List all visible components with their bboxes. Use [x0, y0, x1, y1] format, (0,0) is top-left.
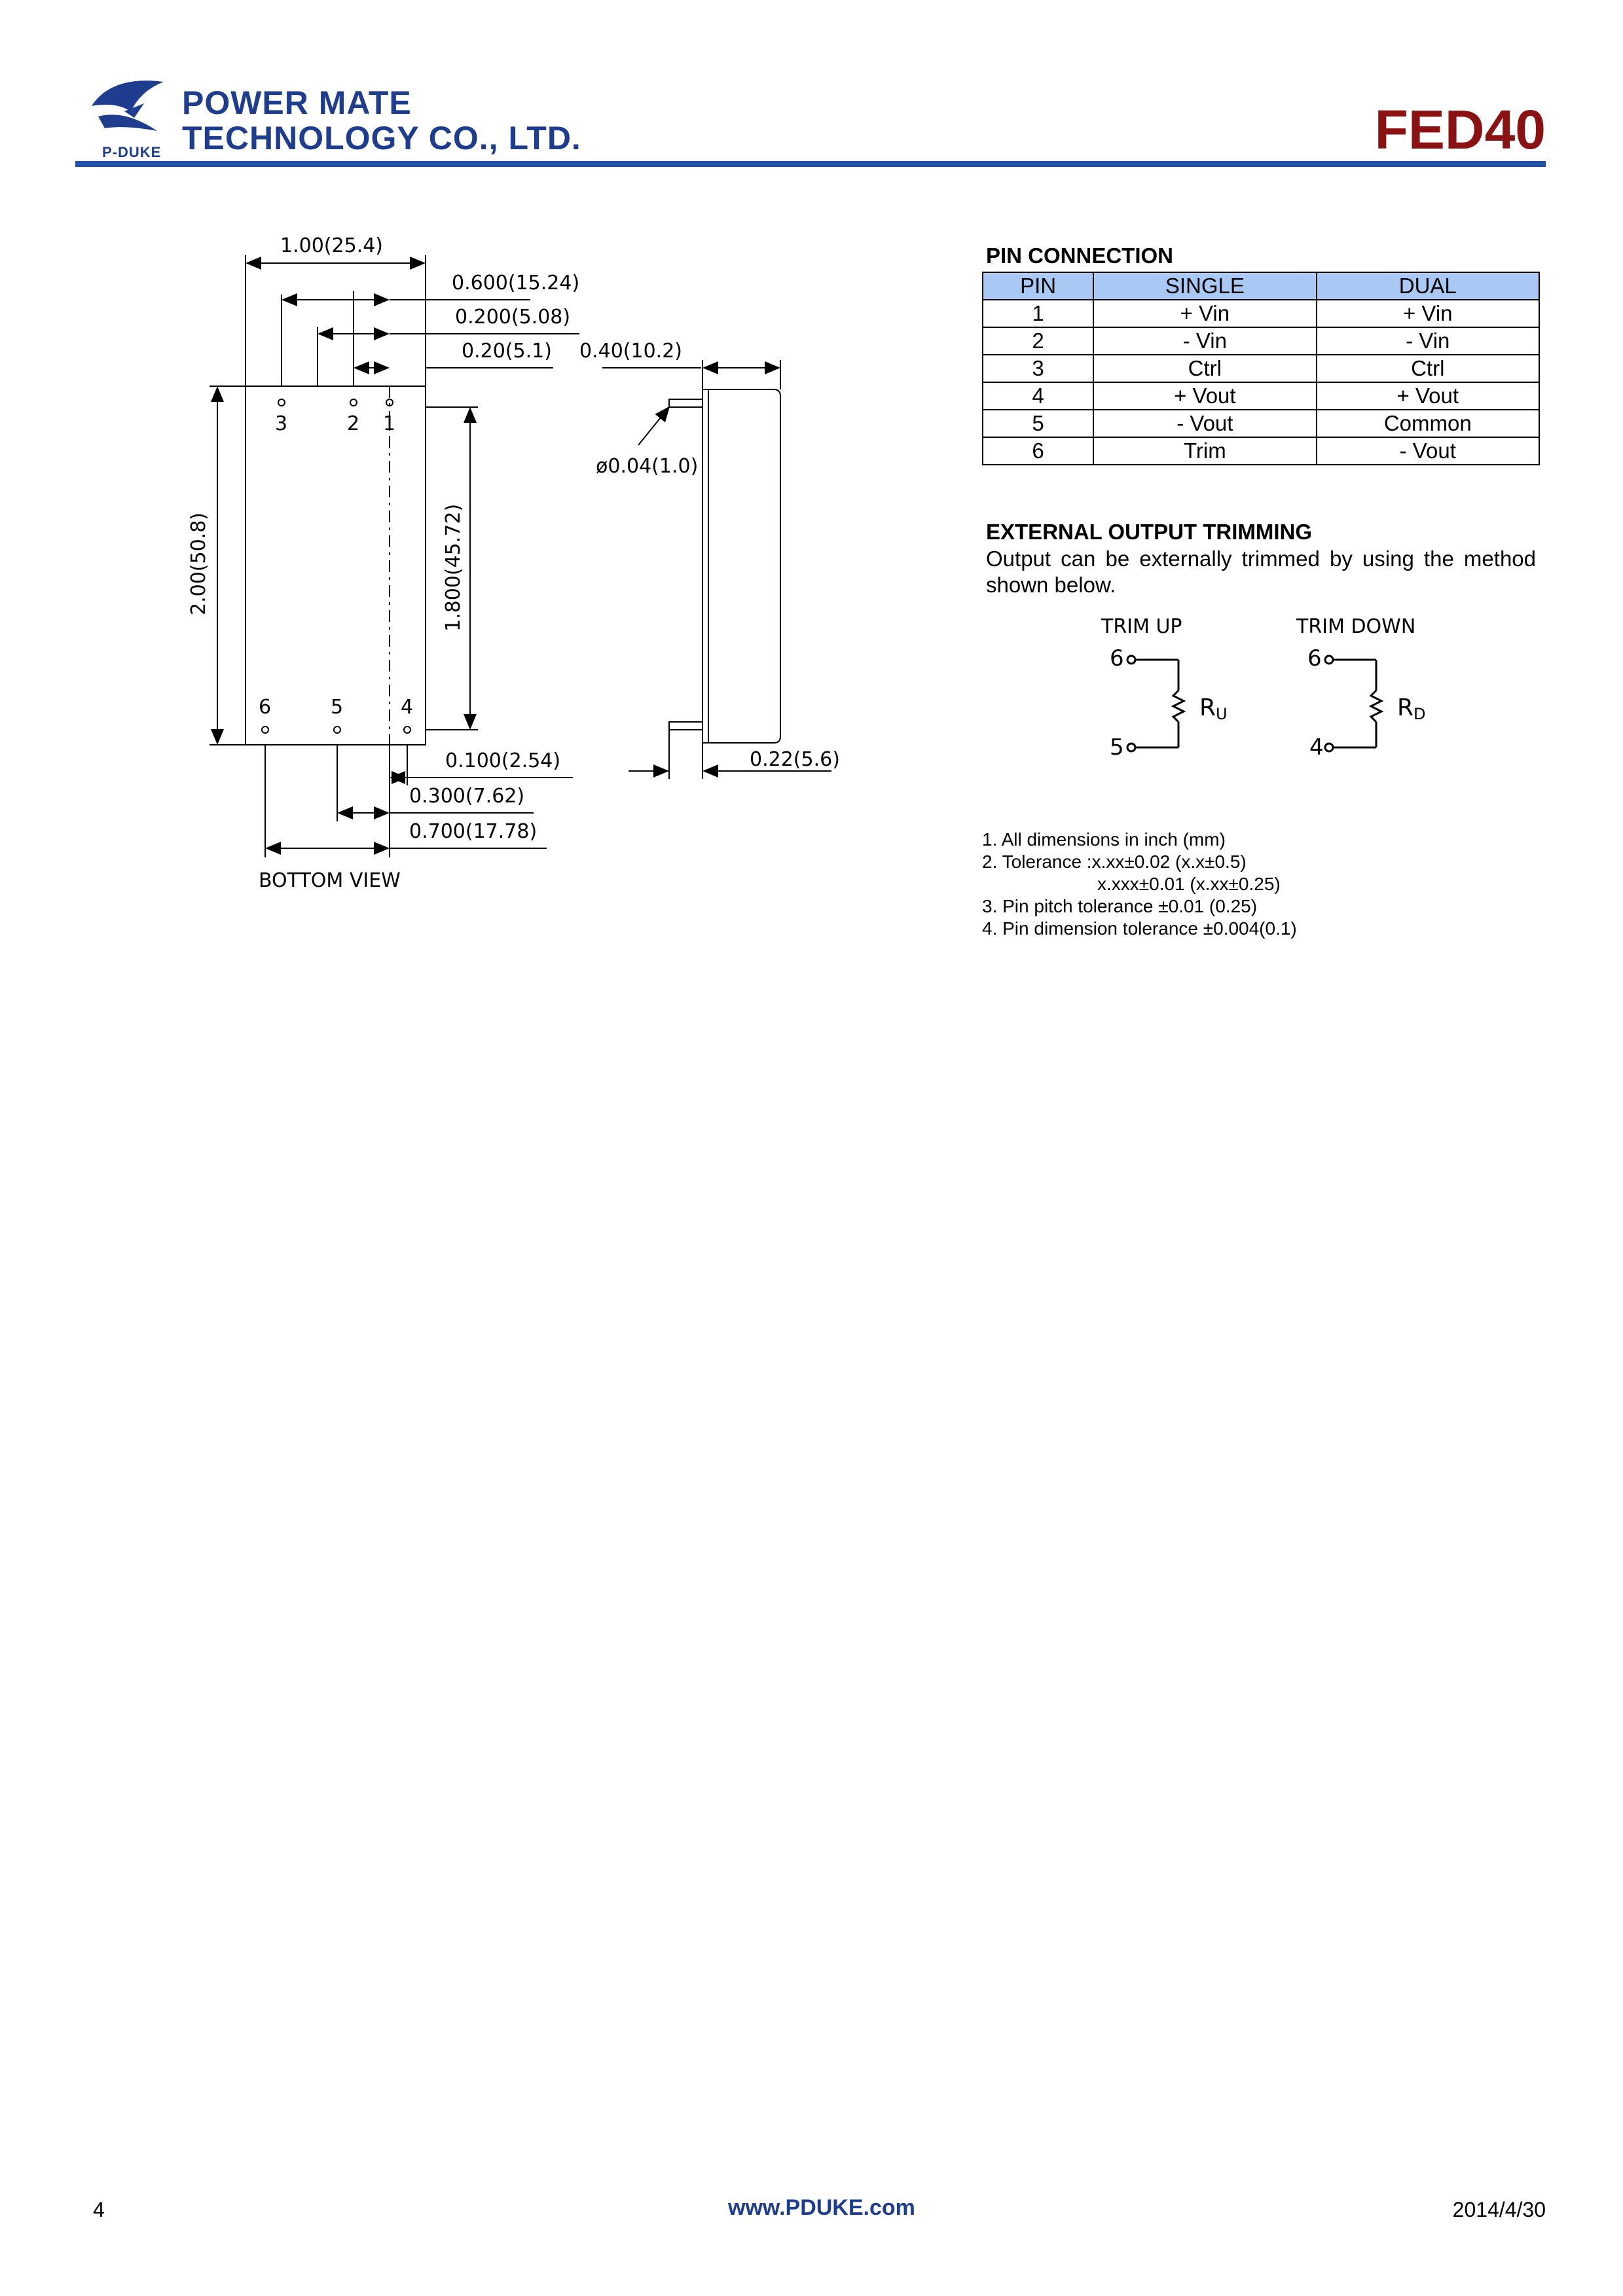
trim-down-top-pin: 6	[1307, 645, 1322, 672]
header-dual: DUAL	[1317, 272, 1539, 300]
cell: + Vout	[1093, 382, 1316, 410]
dim-pin-length: 0.22(5.6)	[750, 748, 840, 771]
model-number: FED40	[1374, 99, 1546, 160]
cell: - Vout	[1093, 410, 1316, 437]
header-single: SINGLE	[1093, 272, 1316, 300]
cell: + Vout	[1317, 382, 1539, 410]
company-name-line1: POWER MATE	[182, 84, 412, 121]
cell: Ctrl	[1093, 355, 1316, 382]
trim-up-top-pin: 6	[1110, 645, 1124, 672]
cell: 6	[983, 437, 1093, 465]
note-2-continued: x.xxx±0.01 (x.xx±0.25)	[1097, 874, 1281, 894]
dim-width: 1.00(25.4)	[280, 234, 384, 257]
pin-label-3: 3	[275, 412, 288, 435]
resistor-down-zigzag	[1371, 691, 1381, 722]
side-view-outline	[708, 389, 780, 743]
pin-label-6: 6	[259, 696, 272, 719]
trim-up-bottom-pin: 5	[1110, 734, 1124, 761]
trimming-title: EXTERNAL OUTPUT TRIMMING	[986, 520, 1313, 544]
dim-0100: 0.100(2.54)	[445, 749, 561, 772]
pin-connection-table	[982, 272, 1540, 465]
dim-depth: 0.40(10.2)	[579, 340, 683, 363]
cell: 5	[983, 410, 1093, 437]
note-2: 2. Tolerance :x.xx±0.02 (x.x±0.5)	[982, 852, 1247, 872]
module-outline	[246, 386, 426, 745]
cell: + Vin	[1317, 300, 1539, 327]
dim-pin-diameter: ø0.04(1.0)	[596, 455, 699, 478]
pin-label-1: 1	[383, 412, 396, 435]
terminal-5-up	[1127, 744, 1135, 751]
trim-down-bottom-pin: 4	[1309, 734, 1324, 761]
page-number: 4	[93, 2198, 105, 2221]
pin-label-4: 4	[401, 696, 414, 719]
dim-0700: 0.700(17.78)	[409, 820, 538, 843]
table-row	[983, 437, 1539, 465]
table-header-row	[983, 272, 1539, 300]
table-row	[983, 300, 1539, 327]
cell: 4	[983, 382, 1093, 410]
pin-label-2: 2	[347, 412, 360, 435]
dimension-notes	[982, 829, 1297, 940]
note-3: 3. Pin pitch tolerance ±0.01 (0.25)	[982, 896, 1258, 916]
trim-down-label: TRIM DOWN	[1296, 615, 1416, 638]
note-1: 1. All dimensions in inch (mm)	[982, 829, 1226, 850]
resistor-up-label: RU	[1199, 694, 1228, 723]
table-row	[983, 355, 1539, 382]
terminal-6-down	[1325, 656, 1333, 664]
cell: 1	[983, 300, 1093, 327]
dim-pin-span: 1.800(45.72)	[442, 503, 465, 632]
resistor-up-zigzag	[1173, 691, 1184, 722]
document-date: 2014/4/30	[1452, 2198, 1546, 2221]
dim-0300: 0.300(7.62)	[409, 785, 525, 808]
cell: 3	[983, 355, 1093, 382]
trimming-description: Output can be externally trimmed by using the method shown below.	[986, 547, 1536, 597]
brand-subtitle: P-DUKE	[102, 144, 162, 160]
header-pin: PIN	[983, 272, 1093, 300]
table-row	[983, 327, 1539, 355]
dim-0200: 0.200(5.08)	[455, 306, 571, 329]
dim-020: 0.20(5.1)	[462, 340, 552, 363]
resistor-down-label: RD	[1397, 694, 1426, 723]
header-divider	[75, 161, 1546, 167]
bottom-view-caption: BOTTOM VIEW	[259, 869, 401, 892]
note-4: 4. Pin dimension tolerance ±0.004(0.1)	[982, 918, 1297, 939]
cell: - Vin	[1317, 327, 1539, 355]
trim-diagram	[1087, 612, 1453, 769]
cell: - Vout	[1317, 437, 1539, 465]
cell: - Vin	[1093, 327, 1316, 355]
pin-label-5: 5	[331, 696, 344, 719]
dim-0600: 0.600(15.24)	[452, 272, 580, 295]
cell: Common	[1317, 410, 1539, 437]
terminal-4-down	[1325, 744, 1333, 751]
pin-connection-title: PIN CONNECTION	[986, 243, 1174, 268]
cell: + Vin	[1093, 300, 1316, 327]
cell: 2	[983, 327, 1093, 355]
table-row	[983, 410, 1539, 437]
mechanical-drawing	[177, 229, 851, 903]
company-name-line2: TECHNOLOGY CO., LTD.	[182, 120, 581, 156]
table-row	[983, 382, 1539, 410]
cell: Ctrl	[1317, 355, 1539, 382]
dim-height: 2.00(50.8)	[187, 512, 210, 615]
trim-up-label: TRIM UP	[1101, 615, 1182, 638]
terminal-6-up	[1127, 656, 1135, 664]
website-link[interactable]: www.PDUKE.com	[728, 2195, 915, 2220]
cell: Trim	[1093, 437, 1316, 465]
